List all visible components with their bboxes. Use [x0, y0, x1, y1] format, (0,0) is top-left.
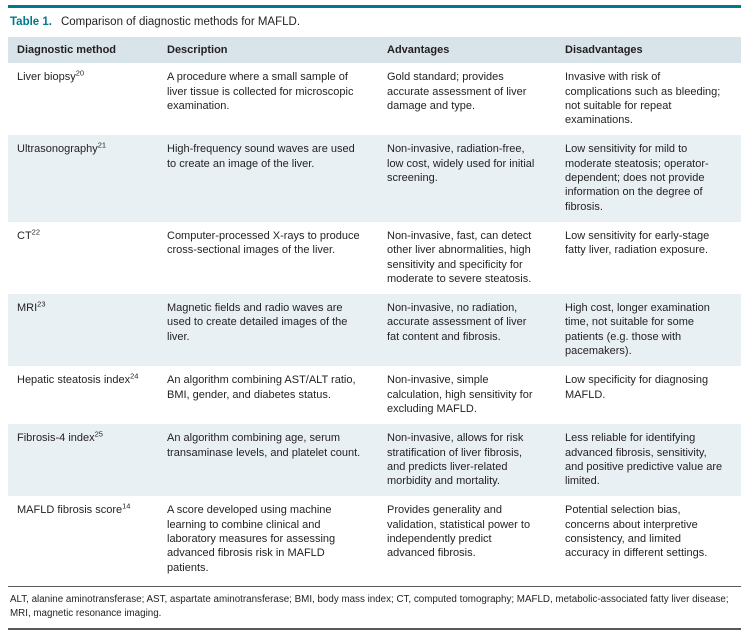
method-cell — [8, 63, 158, 135]
description-cell: An algorithm combining age, serum transaminase levels, and platelet count. — [167, 432, 361, 459]
top-accent-bar — [8, 5, 741, 8]
method-name: Liver biopsy — [17, 71, 76, 84]
advantages-cell: Non-invasive, simple calculation, high sensitivity for excluding MAFLD. — [387, 374, 533, 415]
method-name: Ultrasonography — [17, 143, 98, 156]
advantages-cell: Non-invasive, fast, can detect other liver abnormalities, high sensitivity and specificity for moderate to severe steatosis. — [387, 229, 532, 285]
disadvantages-cell: Potential selection bias, concerns about interpretive consistency, and limited accuracy in different settings. — [565, 504, 708, 560]
advantages-cell: Gold standard; provides accurate assessment of liver damage and type. — [387, 71, 527, 112]
column-header-description: Description — [167, 44, 228, 56]
column-header-advantages: Advantages — [387, 44, 450, 56]
table-row — [8, 135, 741, 221]
method-cell — [8, 222, 158, 294]
disadvantages-cell: Less reliable for identifying advanced fibrosis, sensitivity, and positive predictive value are limited. — [565, 432, 723, 488]
table-caption-label: Table 1. — [10, 16, 52, 28]
description-cell: A procedure where a small sample of liver tissue is collected for microscopic examination. — [167, 71, 354, 112]
advantages-cell: Non-invasive, no radiation, accurate assessment of liver fat content and fibrosis. — [387, 302, 527, 343]
description-cell: An algorithm combining AST/ALT ratio, BMI, gender, and diabetes status. — [167, 374, 356, 401]
table-row — [8, 366, 741, 424]
method-name: Hepatic steatosis index — [17, 374, 131, 387]
disadvantages-cell: Invasive with risk of complications such as bleeding; not suitable for repeat examinations. — [565, 71, 721, 127]
table-row — [8, 222, 741, 294]
method-cell — [8, 424, 158, 496]
disadvantages-cell: Low sensitivity for mild to moderate steatosis; operator-dependent; does not provide information on the degree of fibrosis. — [565, 143, 709, 213]
reference-superscript: 24 — [130, 371, 139, 381]
reference-superscript: 23 — [37, 299, 46, 309]
advantages-cell: Non-invasive, allows for risk stratification of liver fibrosis, and predicts liver-related morbidity and mortality. — [387, 432, 524, 488]
method-cell — [8, 135, 158, 221]
method-cell — [8, 496, 158, 582]
disadvantages-cell: Low specificity for diagnosing MAFLD. — [565, 374, 709, 401]
reference-superscript: 25 — [94, 429, 103, 439]
description-cell: Computer-processed X-rays to produce cross-sectional images of the liver. — [167, 229, 360, 257]
description-cell: High-frequency sound waves are used to create an image of the liver. — [167, 143, 355, 170]
method-name: MRI — [17, 302, 38, 315]
description-cell: A score developed using machine learning to combine clinical and laboratory measures for assessing advanced fibrosis risk in MAFLD patients. — [167, 504, 336, 574]
description-cell: Magnetic fields and radio waves are used to create detailed images of the liver. — [167, 302, 348, 343]
column-header-disadvantages: Disadvantages — [565, 44, 643, 56]
abbreviations-footnote: ALT, alanine aminotransferase; AST, aspartate aminotransferase; BMI, body mass index; CT, computed tomography; MAFLD, metabolic-associated fatty liver disease; MRI, magnetic resonance imaging. — [10, 593, 729, 619]
table-row — [8, 424, 741, 496]
disadvantages-cell: High cost, longer examination time, not suitable for some patients (e.g. those with pacemakers). — [565, 302, 710, 358]
disadvantages-cell: Low sensitivity for early-stage fatty liver, radiation exposure. — [565, 229, 710, 257]
advantages-cell: Provides generality and validation, statistical power to independently predict advanced fibrosis. — [387, 504, 531, 560]
table-row — [8, 63, 741, 135]
reference-superscript: 21 — [97, 140, 107, 150]
method-name: MAFLD fibrosis score — [17, 504, 123, 517]
method-cell — [8, 366, 158, 424]
column-header-diagnostic-method: Diagnostic method — [17, 44, 117, 56]
table-caption — [8, 15, 741, 37]
method-name: CT — [17, 229, 32, 242]
reference-superscript: 22 — [31, 227, 41, 237]
diagnostic-methods-table — [8, 37, 741, 583]
table-row — [8, 496, 741, 582]
table-row — [8, 294, 741, 366]
reference-superscript: 20 — [75, 68, 85, 78]
advantages-cell: Non-invasive, radiation-free, low cost, widely used for initial screening. — [387, 143, 535, 185]
table-caption-text: Comparison of diagnostic methods for MAFLD. — [60, 16, 301, 28]
reference-superscript: 14 — [122, 501, 131, 511]
method-cell — [8, 294, 158, 366]
bottom-border — [8, 628, 741, 630]
method-name: Fibrosis-4 index — [17, 432, 95, 445]
table-header-row — [8, 37, 741, 63]
